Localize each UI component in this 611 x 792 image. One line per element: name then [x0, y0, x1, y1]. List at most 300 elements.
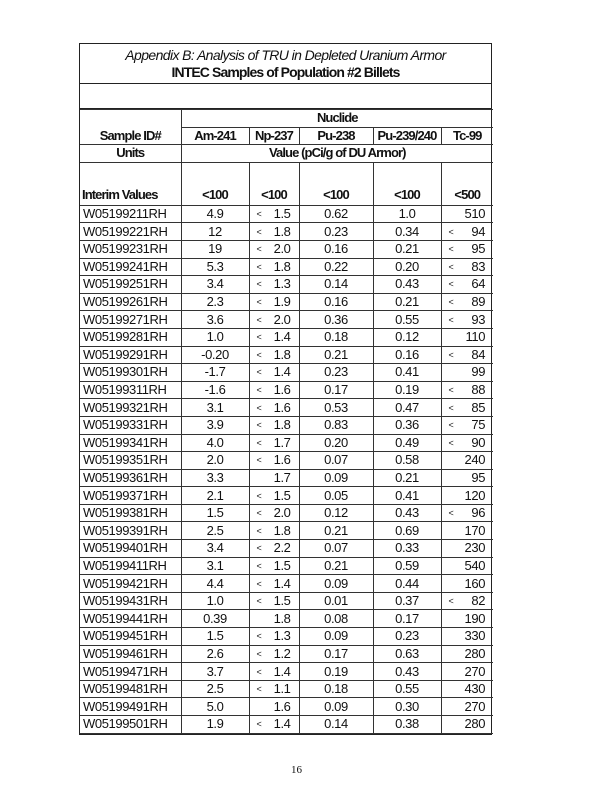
pu238-cell [299, 716, 373, 734]
np237-value: 1.7 [273, 434, 291, 450]
table-row [80, 223, 493, 241]
am241-cell [181, 258, 249, 276]
sample-id: W05199281RH [83, 329, 168, 345]
am241-cell [181, 469, 249, 487]
np237-cell [249, 399, 299, 417]
pu238-cell [299, 328, 373, 346]
am241-value: 1.0 [206, 593, 224, 609]
am241-cell [181, 698, 249, 716]
less-than-marker: < [256, 279, 262, 290]
sample-id: W05199481RH [83, 681, 168, 697]
tc99-value: 88 [471, 382, 486, 398]
pu238-value: 0.36 [324, 311, 348, 327]
np237-cell [249, 487, 299, 505]
pu238-value: 0.18 [324, 329, 348, 345]
pu238-cell [299, 469, 373, 487]
tc99-cell [441, 434, 493, 452]
tc99-cell [441, 346, 493, 364]
pu239-240-value: 0.43 [395, 276, 419, 292]
col-header-am241: Am-241 [181, 127, 249, 145]
sample-id-cell [80, 557, 181, 575]
am241-value: 3.6 [206, 311, 224, 327]
np237-value: 1.8 [273, 346, 291, 362]
less-than-marker: < [256, 719, 262, 730]
sample-id: W05199261RH [83, 294, 168, 310]
am241-value: 4.0 [206, 434, 224, 450]
tc99-cell [441, 223, 493, 241]
less-than-marker: < [448, 279, 454, 290]
sample-id: W05199221RH [83, 223, 168, 239]
am241-cell [181, 276, 249, 294]
table-row [80, 645, 493, 663]
np237-value: 1.4 [273, 663, 291, 679]
pu239-240-value: 0.47 [395, 399, 419, 415]
pu239-240-cell [373, 680, 441, 698]
pu238-cell [299, 698, 373, 716]
pu238-value: 0.21 [324, 522, 348, 538]
pu238-cell [299, 416, 373, 434]
np237-value: 1.4 [273, 364, 291, 380]
pu239-240-cell [373, 434, 441, 452]
sample-id-cell [80, 522, 181, 540]
less-than-marker: < [256, 226, 262, 237]
tc99-cell [441, 522, 493, 540]
table-row [80, 434, 493, 452]
am241-value: 2.1 [206, 487, 224, 503]
pu239-240-cell [373, 716, 441, 734]
pu239-240-cell [373, 540, 441, 558]
sample-id: W05199341RH [83, 434, 168, 450]
pu238-cell [299, 645, 373, 663]
less-than-marker: < [448, 297, 454, 308]
pu239-240-value: 0.30 [395, 698, 419, 714]
less-than-marker: < [256, 490, 262, 501]
pu239-240-value: 0.21 [395, 294, 419, 310]
pu238-cell [299, 504, 373, 522]
pu239-240-value: 0.38 [395, 716, 419, 732]
pu239-240-cell [373, 205, 441, 223]
table-row [80, 680, 493, 698]
less-than-marker: < [448, 349, 454, 360]
less-than-marker: < [448, 596, 454, 607]
less-than-marker: < [256, 684, 262, 695]
sample-id-cell [80, 311, 181, 329]
np237-cell [249, 592, 299, 610]
pu239-240-value: 0.21 [395, 241, 419, 257]
sample-id-cell [80, 698, 181, 716]
np237-cell [249, 557, 299, 575]
appendix-table [79, 43, 492, 735]
tc99-cell [441, 645, 493, 663]
np237-cell [249, 522, 299, 540]
tc99-cell [441, 557, 493, 575]
np237-cell [249, 628, 299, 646]
sample-id: W05199391RH [83, 522, 168, 538]
am241-value: 3.4 [206, 540, 224, 556]
sample-id-cell [80, 328, 181, 346]
am241-value: 4.9 [206, 206, 224, 222]
pu238-value: 0.09 [324, 469, 348, 485]
col-header-tc99: Tc-99 [441, 127, 493, 145]
less-than-marker: < [448, 314, 454, 325]
tc99-value: 99 [471, 364, 486, 380]
less-than-marker: < [448, 261, 454, 272]
pu239-240-cell [373, 557, 441, 575]
tc99-cell [441, 381, 493, 399]
tc99-cell [441, 416, 493, 434]
pu238-value: 0.14 [324, 716, 348, 732]
table-row [80, 381, 493, 399]
tc99-cell [441, 293, 493, 311]
interim-am241: <100 [181, 162, 249, 205]
less-than-marker: < [448, 402, 454, 413]
pu239-240-value: 0.21 [395, 469, 419, 485]
sample-id-cell [80, 205, 181, 223]
np237-value: 1.4 [273, 329, 291, 345]
pu239-240-cell [373, 311, 441, 329]
am241-cell [181, 293, 249, 311]
table-row [80, 628, 493, 646]
less-than-marker: < [256, 367, 262, 378]
less-than-marker: < [448, 420, 454, 431]
am241-cell [181, 540, 249, 558]
np237-cell [249, 680, 299, 698]
col-header-np237: Np-237 [249, 127, 299, 145]
sample-id-cell [80, 364, 181, 382]
np237-value: 2.0 [273, 505, 291, 521]
sample-id-cell [80, 346, 181, 364]
sample-id: W05199331RH [83, 417, 168, 433]
sample-id: W05199251RH [83, 276, 168, 292]
np237-value: 1.6 [273, 399, 291, 415]
tc99-value: 95 [471, 469, 486, 485]
np237-cell [249, 205, 299, 223]
np237-cell [249, 575, 299, 593]
sample-id-cell [80, 399, 181, 417]
am241-value: 12 [208, 223, 222, 239]
pu239-240-value: 0.41 [395, 364, 419, 380]
tc99-cell [441, 575, 493, 593]
am241-value: 2.5 [206, 522, 224, 538]
table-row [80, 346, 493, 364]
interim-pu239-240: <100 [373, 162, 441, 205]
tc99-cell [441, 328, 493, 346]
pu238-cell [299, 276, 373, 294]
tc99-value: 89 [471, 294, 486, 310]
am241-value: 3.3 [206, 469, 224, 485]
tc99-value: 95 [471, 241, 486, 257]
pu239-240-value: 0.36 [395, 417, 419, 433]
pu239-240-cell [373, 487, 441, 505]
pu239-240-value: 0.37 [395, 593, 419, 609]
less-than-marker: < [256, 455, 262, 466]
table-row [80, 205, 493, 223]
pu239-240-cell [373, 522, 441, 540]
sample-id: W05199471RH [83, 663, 168, 679]
pu239-240-value: 0.63 [395, 645, 419, 661]
pu238-value: 0.16 [324, 294, 348, 310]
pu239-240-cell [373, 240, 441, 258]
np237-cell [249, 434, 299, 452]
pu239-240-value: 0.17 [395, 610, 419, 626]
pu238-value: 0.19 [324, 663, 348, 679]
tc99-cell [441, 592, 493, 610]
pu239-240-value: 0.12 [395, 329, 419, 345]
np237-value: 1.9 [273, 294, 291, 310]
less-than-marker: < [256, 560, 262, 571]
am241-cell [181, 381, 249, 399]
tc99-value: 75 [471, 417, 486, 433]
pu238-cell [299, 381, 373, 399]
sample-id-cell [80, 716, 181, 734]
units-label: Units [80, 145, 181, 163]
pu239-240-value: 0.41 [395, 487, 419, 503]
pu239-240-value: 0.55 [395, 681, 419, 697]
pu238-cell [299, 240, 373, 258]
pu239-240-value: 0.43 [395, 505, 419, 521]
np237-value: 1.5 [273, 487, 291, 503]
am241-cell [181, 328, 249, 346]
pu239-240-cell [373, 399, 441, 417]
am241-cell [181, 364, 249, 382]
sample-id-cell [80, 381, 181, 399]
less-than-marker: < [448, 226, 454, 237]
sample-id-cell [80, 680, 181, 698]
am241-cell [181, 716, 249, 734]
table-row [80, 698, 493, 716]
np237-value: 1.8 [273, 417, 291, 433]
sample-id: W05199401RH [83, 540, 168, 556]
pu238-cell [299, 592, 373, 610]
sample-id: W05199381RH [83, 505, 168, 521]
sample-id-cell [80, 610, 181, 628]
interim-pu238: <100 [299, 162, 373, 205]
am241-value: -0.20 [201, 346, 229, 362]
sample-id: W05199491RH [83, 698, 168, 714]
less-than-marker: < [256, 402, 262, 413]
np237-cell [249, 276, 299, 294]
np237-cell [249, 311, 299, 329]
sample-id: W05199501RH [83, 716, 168, 732]
tc99-cell [441, 399, 493, 417]
pu239-240-cell [373, 575, 441, 593]
tc99-cell [441, 610, 493, 628]
am241-cell [181, 522, 249, 540]
am241-value: 3.9 [206, 417, 224, 433]
am241-value: 2.5 [206, 681, 224, 697]
pu239-240-cell [373, 328, 441, 346]
pu239-240-cell [373, 645, 441, 663]
pu238-cell [299, 487, 373, 505]
tc99-value: 64 [471, 276, 486, 292]
data-table [80, 109, 493, 734]
pu239-240-value: 0.43 [395, 663, 419, 679]
sample-id: W05199421RH [83, 575, 168, 591]
np237-value: 1.8 [273, 258, 291, 274]
page-number: 16 [291, 764, 302, 776]
tc99-value: 110 [465, 329, 486, 345]
am241-value: 1.5 [206, 628, 224, 644]
pu239-240-cell [373, 698, 441, 716]
pu239-240-value: 0.16 [395, 346, 419, 362]
less-than-marker: < [448, 385, 454, 396]
tc99-value: 510 [464, 206, 486, 222]
tc99-cell [441, 258, 493, 276]
nuclide-header-row [80, 110, 493, 128]
np237-value: 1.4 [273, 716, 291, 732]
am241-cell [181, 399, 249, 417]
pu238-value: 0.09 [324, 628, 348, 644]
sample-id: W05199461RH [83, 645, 168, 661]
pu238-value: 0.22 [324, 258, 348, 274]
np237-value: 1.4 [273, 575, 291, 591]
np237-value: 2.0 [273, 241, 291, 257]
pu238-cell [299, 540, 373, 558]
tc99-value: 430 [464, 681, 486, 697]
table-row [80, 311, 493, 329]
less-than-marker: < [256, 244, 262, 255]
pu239-240-cell [373, 504, 441, 522]
pu238-value: 0.16 [324, 241, 348, 257]
tc99-value: 120 [464, 487, 486, 503]
pu239-240-value: 0.49 [395, 434, 419, 450]
sample-id-cell [80, 628, 181, 646]
pu239-240-cell [373, 276, 441, 294]
am241-cell [181, 452, 249, 470]
np237-value: 1.1 [273, 681, 291, 697]
np237-cell [249, 452, 299, 470]
pu239-240-value: 0.59 [395, 557, 419, 573]
tc99-value: 230 [464, 540, 486, 556]
tc99-cell [441, 487, 493, 505]
pu239-240-value: 0.33 [395, 540, 419, 556]
np237-cell [249, 716, 299, 734]
table-row [80, 487, 493, 505]
pu239-240-cell [373, 592, 441, 610]
blank-row [80, 84, 491, 109]
less-than-marker: < [256, 385, 262, 396]
sample-id: W05199311RH [83, 382, 167, 398]
tc99-value: 270 [464, 663, 486, 679]
am241-value: 2.6 [206, 645, 224, 661]
pu238-value: 0.18 [324, 681, 348, 697]
col-header-pu238: Pu-238 [299, 127, 373, 145]
pu238-cell [299, 575, 373, 593]
less-than-marker: < [256, 332, 262, 343]
np237-value: 1.3 [273, 276, 291, 292]
tc99-value: 83 [471, 258, 486, 274]
np237-value: 1.5 [273, 593, 291, 609]
less-than-marker: < [256, 209, 262, 220]
am241-value: 4.4 [206, 575, 224, 591]
pu238-cell [299, 557, 373, 575]
am241-cell [181, 557, 249, 575]
less-than-marker: < [256, 349, 262, 360]
am241-value: 19 [208, 241, 222, 257]
am241-cell [181, 240, 249, 258]
sample-id-cell [80, 504, 181, 522]
am241-cell [181, 645, 249, 663]
np237-cell [249, 240, 299, 258]
am241-cell [181, 610, 249, 628]
table-row [80, 452, 493, 470]
title-line-1: Appendix B: Analysis of TRU in Depleted Uranium Armor [125, 47, 446, 63]
sample-id: W05199301RH [83, 364, 168, 380]
sample-id-cell [80, 469, 181, 487]
sample-id: W05199241RH [83, 258, 168, 274]
tc99-value: 160 [464, 575, 486, 591]
np237-cell [249, 416, 299, 434]
pu238-value: 0.62 [324, 206, 348, 222]
np237-cell [249, 469, 299, 487]
pu239-240-value: 0.20 [395, 258, 419, 274]
tc99-cell [441, 240, 493, 258]
np237-value: 2.0 [273, 311, 291, 327]
pu238-cell [299, 258, 373, 276]
sample-id-cell [80, 276, 181, 294]
am241-value: 2.0 [206, 452, 224, 468]
tc99-cell [441, 452, 493, 470]
tc99-cell [441, 504, 493, 522]
pu238-value: 0.17 [324, 645, 348, 661]
np237-cell [249, 698, 299, 716]
units-row [80, 145, 493, 163]
interim-np237: <100 [249, 162, 299, 205]
sample-id: W05199431RH [83, 593, 168, 609]
tc99-value: 93 [471, 311, 486, 327]
pu238-cell [299, 522, 373, 540]
less-than-marker: < [256, 543, 262, 554]
table-row [80, 293, 493, 311]
sample-id-cell [80, 416, 181, 434]
am241-cell [181, 487, 249, 505]
table-row [80, 416, 493, 434]
sample-id-cell [80, 434, 181, 452]
np237-cell [249, 540, 299, 558]
pu239-240-value: 0.55 [395, 311, 419, 327]
tc99-cell [441, 698, 493, 716]
am241-value: 3.1 [206, 399, 224, 415]
sample-id: W05199451RH [83, 628, 168, 644]
less-than-marker: < [256, 596, 262, 607]
tc99-value: 280 [464, 716, 486, 732]
less-than-marker: < [256, 437, 262, 448]
am241-cell [181, 680, 249, 698]
table-row [80, 240, 493, 258]
am241-value: 0.39 [203, 610, 227, 626]
tc99-value: 540 [464, 557, 486, 573]
pu239-240-cell [373, 364, 441, 382]
less-than-marker: < [256, 578, 262, 589]
table-row [80, 399, 493, 417]
np237-value: 1.2 [273, 645, 291, 661]
table-row [80, 504, 493, 522]
tc99-cell [441, 276, 493, 294]
sample-id: W05199351RH [83, 452, 168, 468]
empty-cell [80, 110, 181, 128]
np237-cell [249, 223, 299, 241]
np237-cell [249, 258, 299, 276]
sample-id-cell [80, 575, 181, 593]
table-row [80, 575, 493, 593]
pu238-value: 0.53 [324, 399, 348, 415]
pu238-value: 0.07 [324, 540, 348, 556]
table-title [80, 44, 491, 84]
am241-value: 3.7 [206, 663, 224, 679]
np237-cell [249, 381, 299, 399]
am241-cell [181, 346, 249, 364]
tc99-value: 85 [471, 399, 486, 415]
